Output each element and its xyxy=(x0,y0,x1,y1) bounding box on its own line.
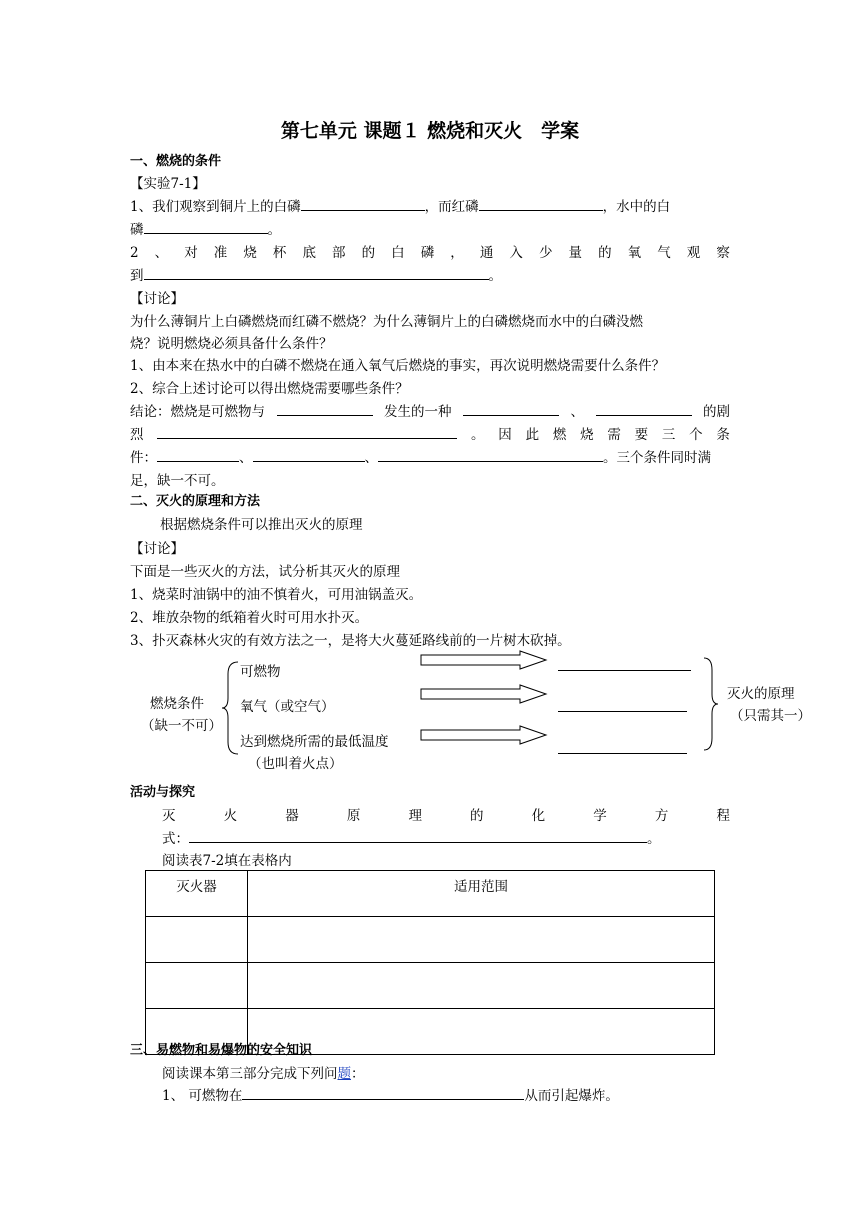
activity-heading: 活动与探究 xyxy=(130,785,196,800)
principle-blank-1[interactable] xyxy=(558,669,691,671)
discussion-label-2: 【讨论】 xyxy=(130,541,184,557)
section-2-intro: 根据燃烧条件可以推出灭火的原理 xyxy=(160,517,363,533)
answer-blank[interactable] xyxy=(596,401,692,416)
left-brace-icon xyxy=(220,660,240,756)
answer-blank[interactable] xyxy=(144,219,268,234)
combustion-diagram xyxy=(130,648,811,778)
answer-blank[interactable] xyxy=(301,196,425,211)
arrow-right-icon xyxy=(420,650,550,670)
diagram-item-ignition-point: （也叫着火点） xyxy=(248,756,343,772)
safety-question-1: 1、 可燃物在 从而引起爆炸。 xyxy=(162,1085,619,1107)
diagram-right-note: （只需其一） xyxy=(730,708,811,724)
table-instruction: 阅读表7-2填在表格内 xyxy=(162,853,292,869)
experiment-label: 【实验7-1】 xyxy=(130,176,206,192)
discussion-text-1: 为什么薄铜片上白磷燃烧而红磷不燃烧？为什么薄铜片上的白磷燃烧而水中的白磷没燃 xyxy=(130,314,643,330)
method-1: 1、烧菜时油锅中的油不慎着火，可用油锅盖灭。 xyxy=(130,587,423,603)
table-cell[interactable] xyxy=(146,963,248,1009)
reading-instruction: 阅读课本第三部分完成下列问题： xyxy=(162,1066,365,1082)
table-cell[interactable] xyxy=(146,917,248,963)
discussion-text-3: 1、由本来在热水中的白磷不燃烧在通入氧气后燃烧的事实，再次说明燃烧需要什么条件？ xyxy=(130,358,666,374)
extinguisher-table xyxy=(145,870,715,1055)
answer-blank[interactable] xyxy=(463,401,559,416)
table-cell[interactable] xyxy=(248,917,715,963)
equation-line-2: 式： 。 xyxy=(162,828,661,850)
question-2-line-1: 2 、 对 准 烧 杯 底 部 的 白 磷 ， 通 入 少 量 的 氧 气 观 察 xyxy=(130,245,730,261)
question-1-line-2: 磷 。 xyxy=(130,219,281,241)
equation-line-1: 灭 火 器 原 理 的 化 学 方 程 xyxy=(162,808,730,824)
answer-blank[interactable] xyxy=(157,447,239,462)
discussion-text-4: 2、综合上述讨论可以得出燃烧需要哪些条件？ xyxy=(130,381,409,397)
answer-blank[interactable] xyxy=(277,401,373,416)
table-header-extinguisher: 灭火器 xyxy=(146,871,248,917)
answer-blank[interactable] xyxy=(189,828,647,843)
conclusion-line-4: 足，缺一不可。 xyxy=(130,473,225,489)
question-link[interactable]: 题 xyxy=(337,1066,351,1082)
discussion-text-2: 烧？说明燃烧必须具备什么条件？ xyxy=(130,336,333,352)
table-header-scope: 适用范围 xyxy=(248,871,715,917)
diagram-item-temperature: 达到燃烧所需的最低温度 xyxy=(240,734,389,750)
answer-blank[interactable] xyxy=(144,265,489,280)
conclusion-line-3: 件： 、 、 。三个条件同时满 xyxy=(130,447,711,469)
conclusion-line-1: 结论：燃烧是可燃物与 发生的一种 、 的剧 xyxy=(130,401,730,423)
principle-blank-3[interactable] xyxy=(558,752,687,754)
answer-blank[interactable] xyxy=(157,424,457,439)
diagram-right-label: 灭火的原理 xyxy=(727,686,795,702)
diagram-item-fuel: 可燃物 xyxy=(240,664,281,680)
section-2-heading: 二、灭火的原理和方法 xyxy=(130,494,261,509)
conclusion-line-2: 烈 。 因 此 燃 烧 需 要 三 个 条 xyxy=(130,424,730,446)
answer-blank[interactable] xyxy=(253,447,365,462)
question-2-line-2: 到 。 xyxy=(130,265,502,287)
method-intro: 下面是一些灭火的方法，试分析其灭火的原理 xyxy=(130,564,400,580)
method-3: 3、扑灭森林火灾的有效方法之一，是将大火蔓延路线前的一片树木砍掉。 xyxy=(130,633,571,649)
arrow-right-icon xyxy=(420,725,550,745)
table-row xyxy=(146,963,715,1009)
method-2: 2、堆放杂物的纸箱着火时可用水扑灭。 xyxy=(130,610,369,626)
right-brace-icon xyxy=(702,656,720,752)
question-1-line-1: 1、我们观察到铜片上的白磷 ，而红磷 ，水中的白 xyxy=(130,196,670,218)
diagram-item-oxygen: 氧气（或空气） xyxy=(240,699,335,715)
diagram-left-label: 燃烧条件 xyxy=(150,696,204,712)
page-title: 第七单元 课题１ 燃烧和灭火 学案 xyxy=(280,120,580,142)
discussion-label: 【讨论】 xyxy=(130,291,184,307)
table-cell[interactable] xyxy=(248,1009,715,1055)
answer-blank[interactable] xyxy=(479,196,603,211)
answer-blank[interactable] xyxy=(378,447,603,462)
table-cell[interactable] xyxy=(248,963,715,1009)
arrow-right-icon xyxy=(420,684,550,704)
section-3-heading: 三、易燃物和易爆物的安全知识 xyxy=(130,1043,313,1058)
table-row xyxy=(146,917,715,963)
diagram-left-note: （缺一不可） xyxy=(141,718,222,734)
table-header-row xyxy=(146,871,715,917)
principle-blank-2[interactable] xyxy=(558,710,687,712)
answer-blank[interactable] xyxy=(242,1085,524,1100)
section-1-heading: 一、燃烧的条件 xyxy=(130,154,222,169)
